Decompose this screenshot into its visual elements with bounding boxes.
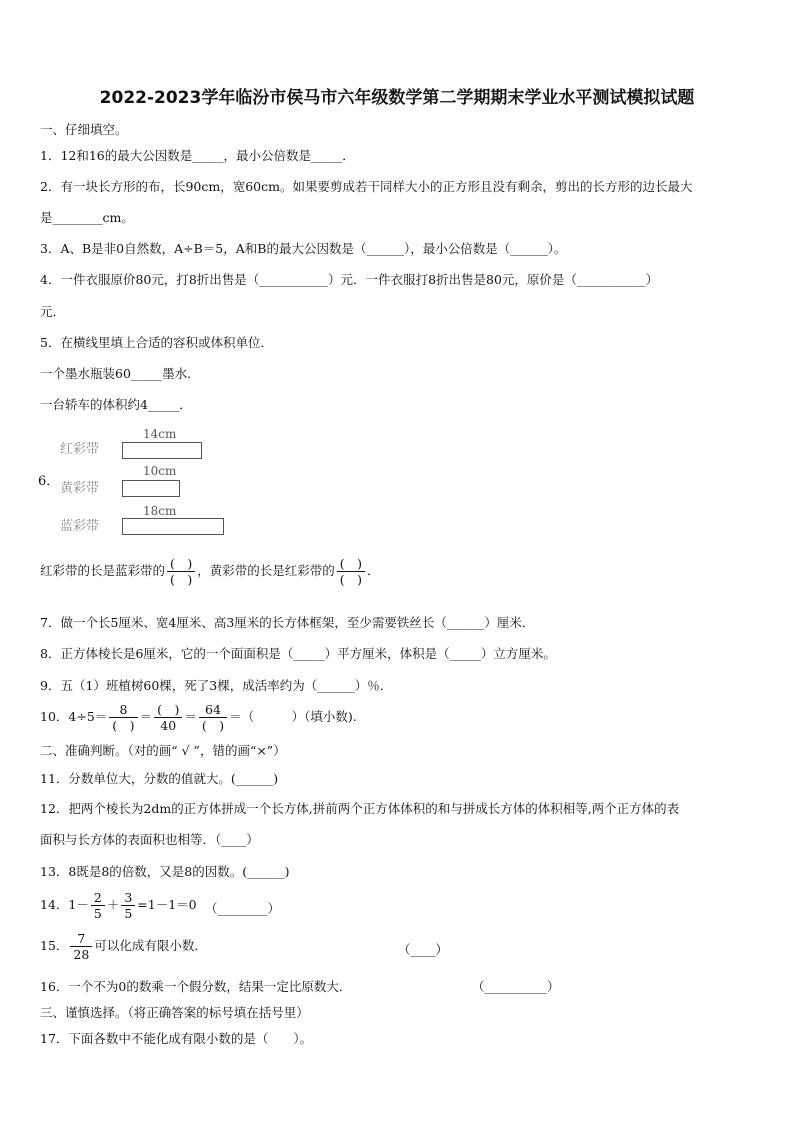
question-11: 11．分数单位大，分数的值就大。(______)	[40, 771, 279, 786]
question-2-line2: 是________cm。	[40, 210, 134, 225]
question-3: 3．A、B是非0自然数，A÷B＝5，A和B的最大公因数是（______），最小公倍数是（______）。	[40, 241, 567, 256]
question-6-number: 6．	[38, 474, 60, 489]
ribbon-red-bar	[122, 442, 202, 459]
question-5b: 一台轿车的体积约4_____．	[40, 397, 192, 412]
question-4-line1: 4．一件衣服原价80元，打8折出售是（___________）元．一件衣服打8折出售是80元，原价是（___________）	[40, 272, 659, 287]
question-7: 7．做一个长5厘米、宽4厘米、高3厘米的长方体框架，至少需要铁丝长（______）厘米．	[40, 615, 535, 630]
question-9: 9．五（1）班植树60棵，死了3棵，成活率约为（______）％．	[40, 678, 393, 693]
ribbon-yellow-length: 10cm	[143, 464, 177, 478]
section-3-heading: 三、谨慎选择。（将正确答案的标号填在括号里）	[40, 1005, 309, 1020]
page-title: 2022-2023学年临汾市侯马市六年级数学第二学期期末学业水平测试模拟试题	[99, 88, 695, 108]
question-5: 5．在横线里填上合适的容积或体积单位．	[40, 335, 273, 350]
question-12-line1: 12．把两个棱长为2dm的正方体拼成一个长方体,拼前两个正方体体积的和与拼成长方体的体积相等,两个正方体的表	[40, 801, 680, 816]
fraction-blank-2: $\frac{( )}{( )}$	[337, 556, 365, 587]
question-13: 13．8既是8的倍数，又是8的因数。(______)	[40, 864, 290, 879]
ribbon-blue-bar	[122, 518, 224, 535]
question-15: 15． $\frac{7}{28}$ 可以化成有限小数．	[40, 931, 207, 962]
question-6-text: 红彩带的长是蓝彩带的 $\frac{( )}{( )}$ ，黄彩带的长是红彩带的 $\frac{( )}{( )}$ ．	[40, 556, 380, 587]
question-5a: 一个墨水瓶装60_____墨水．	[40, 366, 200, 381]
ribbon-blue-label: 蓝彩带	[60, 519, 100, 534]
ribbon-red-label: 红彩带	[60, 442, 100, 457]
fraction-blank-1: $\frac{( )}{( )}$	[167, 556, 195, 587]
fraction-q10-1: $\frac{8}{( )}$	[109, 702, 137, 733]
fraction-q10-2: $\frac{( )}{40}$	[154, 702, 182, 733]
question-16: 16．一个不为0的数乘一个假分数，结果一定比原数大．	[40, 979, 352, 994]
question-1: 1．12和16的最大公因数是_____，最小公倍数是_____．	[40, 148, 355, 163]
question-16-answer-blank: （__________）	[472, 979, 560, 994]
question-14: 14．1－ $\frac{2}{5}$ ＋ $\frac{3}{5}$ =1－1＝0	[40, 890, 197, 921]
question-4-line2: 元．	[40, 304, 66, 319]
question-17: 17．下面各数中不能化成有限小数的是（ ）。	[40, 1031, 313, 1046]
fraction-q15: $\frac{7}{28}$	[70, 931, 92, 962]
fraction-q10-3: $\frac{64}{( )}$	[199, 702, 227, 733]
question-14-answer-blank: （________）	[205, 901, 281, 916]
ribbon-red-length: 14cm	[143, 427, 177, 441]
question-12-line2: 面积与长方体的表面积也相等．（____）	[40, 832, 259, 847]
section-2-heading: 二、准确判断。（对的画“ √ ”，错的画“×”）	[40, 743, 286, 758]
question-10: 10．4÷5＝ $\frac{8}{( )}$ ＝ $\frac{( )}{40}$ ＝ $\frac{64}{( )}$ ＝（ ）（填小数).	[40, 702, 357, 733]
fraction-q14-2: $\frac{3}{5}$	[121, 890, 135, 921]
ribbon-yellow-bar	[122, 480, 180, 497]
section-1-heading: 一、仔细填空。	[40, 122, 128, 137]
ribbon-yellow-label: 黄彩带	[60, 481, 100, 496]
ribbon-blue-length: 18cm	[143, 504, 177, 518]
fraction-q14-1: $\frac{2}{5}$	[91, 890, 105, 921]
question-2-line1: 2．有一块长方形的布，长90cm，宽60cm。如果要剪成若干同样大小的正方形且没有剩余，剪出的长方形的边长最大	[40, 179, 693, 194]
question-15-answer-blank: （____）	[398, 942, 449, 957]
question-8: 8．正方体棱长是6厘米，它的一个面面积是（_____）平方厘米，体积是（_____）立方厘米。	[40, 646, 556, 661]
